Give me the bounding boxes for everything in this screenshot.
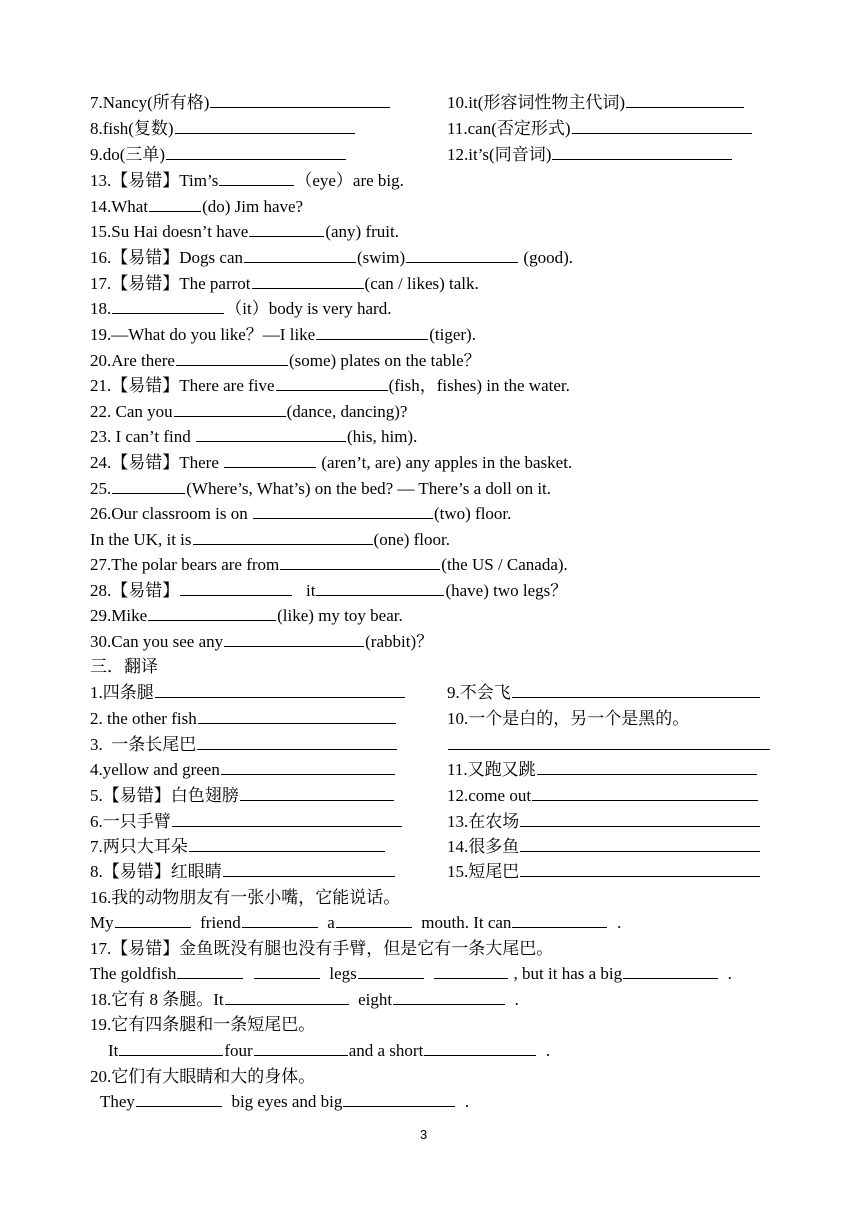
- translate-12: 12.come out: [447, 784, 759, 808]
- question-21: 21.【易错】There are five (fish，fishes) in the water.: [90, 376, 570, 395]
- answer-blank[interactable]: [177, 962, 243, 979]
- question-25: 25. (Where’s, What’s) on the bed? — There’s a doll on it.: [90, 479, 552, 498]
- section-3-heading: 三．翻译: [90, 657, 158, 676]
- answer-blank[interactable]: [221, 758, 395, 775]
- question-18: 18. （it）body is very hard.: [90, 299, 392, 318]
- translate-10-line: [447, 733, 771, 757]
- answer-blank[interactable]: [115, 911, 191, 928]
- page-number: 3: [420, 1127, 428, 1142]
- answer-blank[interactable]: [532, 784, 758, 801]
- answer-blank[interactable]: [626, 91, 744, 108]
- answer-blank[interactable]: [224, 630, 364, 647]
- question-27: 27.The polar bears are from (the US / Canada).: [90, 555, 568, 574]
- question-22: 22. Can you (dance, dancing)?: [90, 402, 408, 421]
- answer-blank[interactable]: [112, 477, 185, 494]
- question-29: 29.Mike (like) my toy bear.: [90, 606, 403, 625]
- answer-blank[interactable]: [155, 681, 405, 698]
- translate-18: 18.它有 8 条腿。It eight .: [90, 990, 519, 1009]
- answer-blank[interactable]: [512, 681, 760, 698]
- answer-blank[interactable]: [280, 553, 440, 570]
- translate-13: 13.在农场: [447, 810, 761, 834]
- question-23: 23. I can’t find (his, him).: [90, 427, 418, 446]
- translate-2: 2. the other fish: [90, 707, 397, 731]
- question-11: 11.can(否定形式): [447, 117, 753, 141]
- answer-blank[interactable]: [180, 579, 292, 596]
- answer-blank[interactable]: [512, 911, 607, 928]
- question-28: 28.【易错】 it (have) two legs？: [90, 581, 568, 600]
- answer-blank[interactable]: [223, 860, 395, 877]
- answer-blank[interactable]: [520, 860, 760, 877]
- answer-blank[interactable]: [434, 962, 508, 979]
- answer-blank[interactable]: [242, 911, 318, 928]
- answer-blank[interactable]: [112, 297, 224, 314]
- answer-blank[interactable]: [343, 1090, 455, 1107]
- answer-blank[interactable]: [136, 1090, 222, 1107]
- question-15: 15.Su Hai doesn’t have (any) fruit.: [90, 222, 399, 241]
- question-16: 16.【易错】Dogs can (swim) (good).: [90, 248, 573, 267]
- answer-blank[interactable]: [254, 962, 320, 979]
- answer-blank[interactable]: [197, 733, 397, 750]
- translate-10: 10.一个是白的，另一个是黑的。: [447, 709, 690, 728]
- question-20: 20.Are there (some) plates on the table？: [90, 351, 481, 370]
- translate-1: 1.四条腿: [90, 681, 406, 705]
- answer-blank[interactable]: [172, 810, 402, 827]
- answer-blank[interactable]: [175, 117, 355, 134]
- answer-blank[interactable]: [572, 117, 752, 134]
- translate-8: 8.【易错】红眼睛: [90, 860, 396, 884]
- answer-blank[interactable]: [249, 220, 324, 237]
- answer-blank[interactable]: [193, 528, 373, 545]
- question-10: 10.it(形容词性物主代词): [447, 91, 745, 115]
- translate-15: 15.短尾巴: [447, 860, 761, 884]
- answer-blank[interactable]: [149, 195, 201, 212]
- answer-blank[interactable]: [219, 169, 294, 186]
- translate-7: 7.两只大耳朵: [90, 835, 386, 859]
- translate-4: 4.yellow and green: [90, 758, 396, 782]
- translate-19-answer: It four and a short .: [108, 1041, 551, 1060]
- question-26: 26.Our classroom is on (two) floor.: [90, 504, 512, 523]
- answer-blank[interactable]: [244, 246, 356, 263]
- answer-blank[interactable]: [448, 733, 770, 750]
- translate-6: 6.一只手臂: [90, 810, 403, 834]
- answer-blank[interactable]: [424, 1039, 536, 1056]
- question-7: 7.Nancy(所有格): [90, 91, 391, 115]
- question-30: 30.Can you see any (rabbit)？: [90, 632, 434, 651]
- answer-blank[interactable]: [406, 246, 518, 263]
- answer-blank[interactable]: [316, 579, 444, 596]
- translate-16-answer: My friend a mouth. It can .: [90, 913, 622, 932]
- translate-19-prompt: 19.它有四条腿和一条短尾巴。: [90, 1015, 316, 1034]
- translate-16-prompt: 16.我的动物朋友有一张小嘴，它能说话。: [90, 888, 401, 907]
- answer-blank[interactable]: [119, 1039, 223, 1056]
- translate-20-answer: They big eyes and big .: [100, 1092, 470, 1111]
- answer-blank[interactable]: [276, 374, 388, 391]
- question-8: 8.fish(复数): [90, 117, 356, 141]
- translate-11: 11.又跑又跳: [447, 758, 758, 782]
- answer-blank[interactable]: [225, 988, 349, 1005]
- question-12: 12.it’s(同音词): [447, 143, 733, 167]
- answer-blank[interactable]: [520, 810, 760, 827]
- answer-blank[interactable]: [174, 400, 286, 417]
- question-19: 19.—What do you like？—I like (tiger).: [90, 325, 476, 344]
- answer-blank[interactable]: [253, 502, 433, 519]
- answer-blank[interactable]: [537, 758, 757, 775]
- translate-3: 3. 一条长尾巴: [90, 733, 398, 757]
- question-14: 14.What (do) Jim have?: [90, 197, 304, 216]
- answer-blank[interactable]: [520, 835, 760, 852]
- answer-blank[interactable]: [198, 707, 396, 724]
- translate-17-prompt: 17.【易错】金鱼既没有腿也没有手臂，但是它有一条大尾巴。: [90, 939, 554, 958]
- answer-blank[interactable]: [393, 988, 505, 1005]
- answer-blank[interactable]: [336, 911, 412, 928]
- translate-5: 5.【易错】白色翅膀: [90, 784, 395, 808]
- question-13: 13.【易错】Tim’s （eye）are big.: [90, 171, 404, 190]
- answer-blank[interactable]: [254, 1039, 348, 1056]
- answer-blank[interactable]: [148, 604, 276, 621]
- answer-blank[interactable]: [316, 323, 428, 340]
- question-24: 24.【易错】There (aren’t, are) any apples in the basket.: [90, 453, 573, 472]
- translate-17-answer: The goldfish legs , but it has a big .: [90, 964, 732, 983]
- answer-blank[interactable]: [623, 962, 718, 979]
- answer-blank[interactable]: [240, 784, 394, 801]
- question-17: 17.【易错】The parrot (can / likes) talk.: [90, 274, 479, 293]
- answer-blank[interactable]: [210, 91, 390, 108]
- answer-blank[interactable]: [552, 143, 732, 160]
- answer-blank[interactable]: [358, 962, 424, 979]
- answer-blank[interactable]: [224, 451, 316, 468]
- answer-blank[interactable]: [196, 425, 346, 442]
- question-9: 9.do(三单): [90, 143, 347, 167]
- answer-blank[interactable]: [252, 272, 364, 289]
- answer-blank[interactable]: [176, 349, 288, 366]
- answer-blank[interactable]: [166, 143, 346, 160]
- answer-blank[interactable]: [189, 835, 385, 852]
- translate-20-prompt: 20.它们有大眼睛和大的身体。: [90, 1067, 316, 1086]
- translate-9: 9.不会飞: [447, 681, 761, 705]
- translate-14: 14.很多鱼: [447, 835, 761, 859]
- question-26-line2: In the UK, it is (one) floor.: [90, 530, 451, 549]
